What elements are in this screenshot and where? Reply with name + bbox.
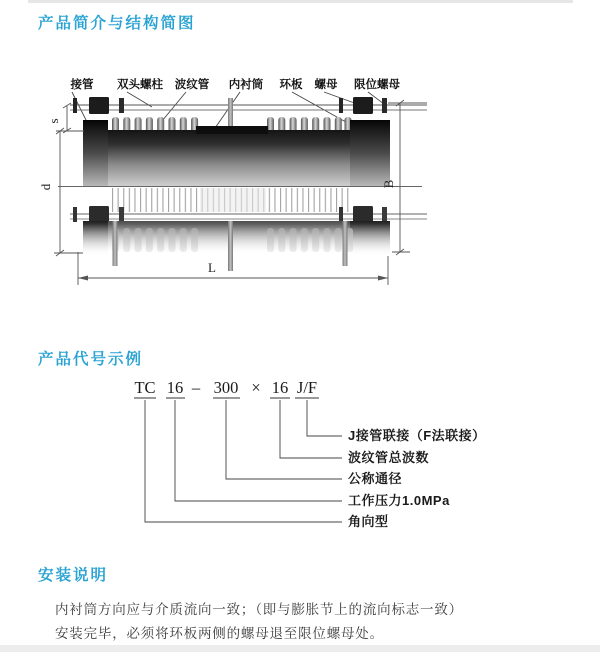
hanging-stud [113, 221, 118, 266]
label-neichentong: 内衬筒 [228, 79, 264, 91]
inner-liner [196, 126, 268, 134]
nut-icon [353, 97, 373, 114]
limit-nut-icon [119, 207, 124, 222]
center-stud-top [228, 98, 233, 130]
callout-wave-count: 波纹管总波数 [348, 450, 430, 465]
nut-icon [89, 97, 109, 114]
code-seg-waves: 16 [271, 378, 289, 397]
section-title-install: 安装说明 [38, 567, 109, 584]
limit-nut-icon [382, 207, 387, 222]
code-example-diagram [0, 370, 600, 540]
nut-icon [353, 206, 373, 223]
callout-working-pressure: 工作压力1.0MPa [348, 493, 450, 508]
code-seg-dash: – [191, 378, 201, 397]
hanging-stud [228, 221, 233, 271]
dim-b-label: B [381, 179, 396, 189]
install-note-line2: 安装完毕，必须将环板两侧的螺母退至限位螺母处。 [55, 626, 384, 641]
hanging-stud [343, 221, 348, 266]
code-seg-type: TC [134, 378, 156, 397]
section-title-intro: 产品简介与结构简图 [38, 15, 196, 32]
end-collar-left [83, 120, 108, 186]
page-bottom-edge [0, 645, 600, 652]
label-huanban: 环板 [279, 79, 303, 91]
code-seg-pressure: 16 [166, 378, 184, 397]
code-connectors [145, 400, 342, 522]
structure-diagram [0, 60, 600, 300]
section-title-code-example: 产品代号示例 [38, 351, 144, 368]
product-code [134, 378, 317, 397]
code-seg-connection: J/F [296, 378, 318, 397]
label-shuangtouluozhu: 双头螺柱 [117, 79, 163, 91]
dim-d [38, 128, 83, 256]
code-seg-times: × [251, 378, 261, 397]
limit-nut-icon [119, 98, 124, 113]
washer-icon [339, 98, 343, 113]
dim-d-label: d [38, 183, 53, 191]
label-xianweiluomu: 限位螺母 [354, 79, 400, 91]
label-jieguan: 接管 [70, 79, 94, 91]
label-bowenguan: 波纹管 [174, 79, 210, 91]
callout-connection: J接管联接（F法联接） [348, 428, 486, 443]
page-top-edge [28, 0, 573, 3]
limit-nut-icon [382, 98, 387, 113]
nut-icon [89, 206, 109, 223]
callout-angular-type: 角向型 [348, 514, 389, 529]
diagram-part-labels [70, 77, 401, 91]
end-collar-right [350, 120, 390, 186]
dim-l-label: L [208, 260, 216, 275]
reflection-lines [112, 188, 352, 212]
code-seg-diameter: 300 [213, 378, 239, 397]
callout-nominal-diameter: 公称通径 [348, 471, 403, 486]
dim-s-label: s [46, 118, 61, 124]
code-callouts [348, 428, 486, 529]
label-luomu: 螺母 [314, 79, 338, 91]
washer-icon [73, 207, 77, 222]
dim-s [46, 103, 84, 133]
body-bottom-half [80, 221, 394, 271]
washer-icon [73, 98, 77, 113]
bellows-shell [106, 130, 358, 186]
install-note-line1: 内衬筒方向应与介质流向一致；（即与膨胀节上的流向标志一致） [55, 602, 463, 617]
washer-icon [339, 207, 343, 222]
